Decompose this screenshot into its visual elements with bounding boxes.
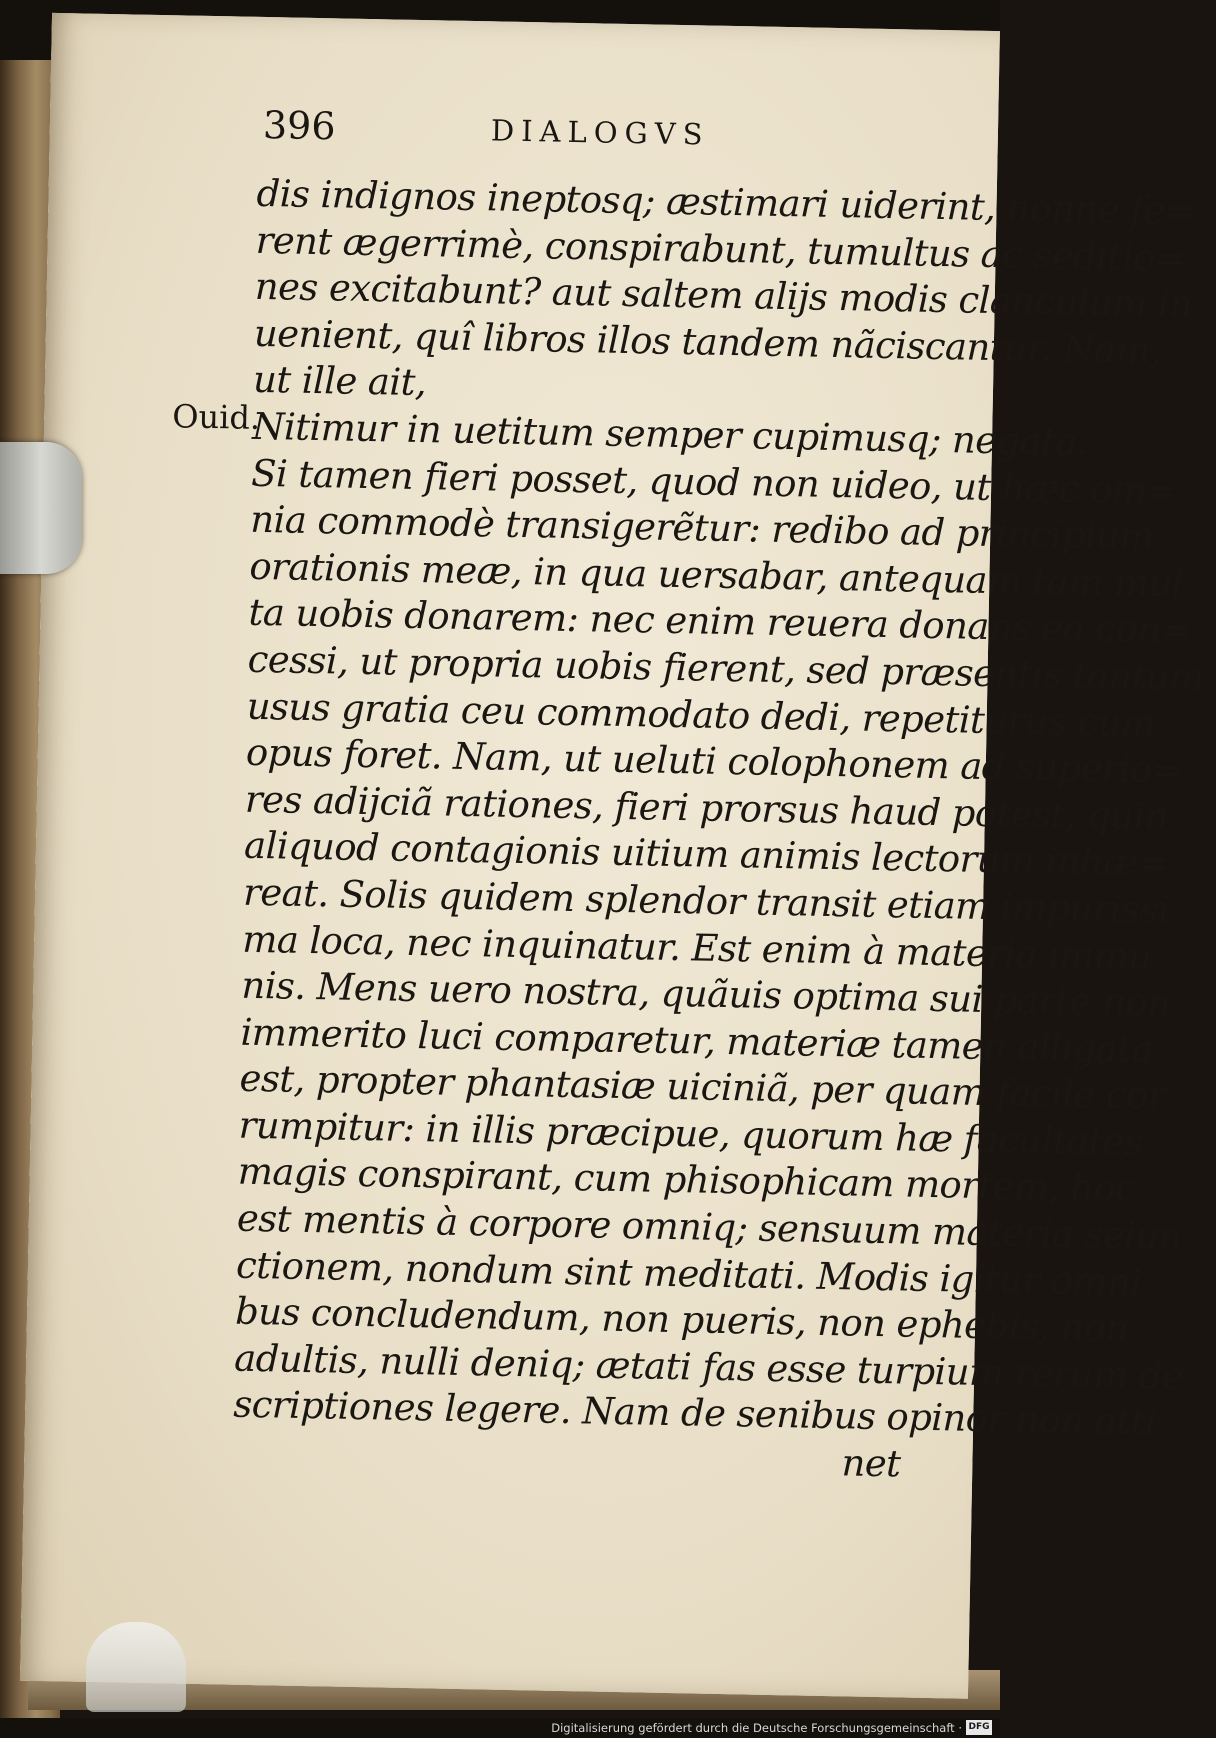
text-line: uenient, quî libros illos tandem nãciscantur. Nam, (253, 311, 1162, 373)
text-line: nis. Mens uero nostra, quãuis optima sui parte non (241, 963, 1171, 1025)
text-line: Nitimur in uetitum semper cupimusq; negata. (251, 404, 1089, 464)
text-line: est, propter phantasiæ uiciniã, per quam facile cor (239, 1056, 1166, 1118)
catchword: net (841, 1441, 901, 1486)
text-line: immerito luci comparetur, materiæ tamen alligata (240, 1010, 1154, 1071)
text-line: rumpitur: in illis præcipue, quorum hæ facultates (238, 1103, 1143, 1164)
digitization-footer (0, 1718, 1000, 1738)
text-line: nes excitabunt? aut saltem alijs modis clanculum in (254, 265, 1193, 327)
running-head: DIALOGVS (490, 113, 710, 152)
text-line: res adijciã rationes, fieri prorsus haud potest, quin (244, 777, 1169, 839)
text-line: rent ægerrimè, conspirabunt, tumultus ac seditio= (255, 218, 1186, 280)
text-line: magis conspirant, cum phisophicam mortem, hoc (237, 1150, 1137, 1211)
text-line: ta uobis donarem: nec enim reuera donans ea con= (248, 591, 1192, 653)
text-line: ut ille ait, (252, 358, 427, 405)
text-line: ma loca, nec inquinatur. Est enim à materia immu (241, 917, 1153, 978)
text-line: Si tamen fieri posset, quod non uideo, ut hæc om= (250, 451, 1178, 513)
footer-credit: Digitalisierung gefördert durch die Deutsche Forschungsgemeinschaft · (551, 1721, 962, 1735)
text-line: nia commodè transigerẽtur: redibo ad principium (249, 497, 1155, 559)
text-line: opus foret. Nam, ut ueluti colophonem ad superio= (245, 730, 1183, 792)
book-page (20, 13, 1205, 1699)
page-clip-bottom (86, 1622, 186, 1712)
body-text (232, 102, 1205, 1488)
margin-note-ouid: Ouid. (172, 397, 261, 437)
text-lines (232, 171, 1205, 1444)
text-line: dis indignos ineptosq; æstimari uiderint, nonne fe= (256, 171, 1196, 233)
text-line: cessi, ut propria uobis fierent, sed præsentis tantum (247, 637, 1205, 700)
text-line: est mentis à corpore omniq; sensuum materia seiun (236, 1196, 1183, 1258)
text-line: adultis, nulli deniq; ætati fas esse turpium rerum de (233, 1336, 1184, 1398)
text-line: aliquod contagionis uitium animis lectorum inhæ= (243, 824, 1169, 885)
dfg-logo-icon: DFG (966, 1720, 992, 1735)
text-line: ctionem, nondum sint meditati. Modis igitur omni (235, 1243, 1142, 1304)
text-line: scriptiones legere. Nam de senibus opinor non atti (232, 1383, 1157, 1444)
text-line: orationis meæ, in qua uersabar, antequam tam mul (249, 544, 1184, 606)
text-line: bus concludendum, non pueris, non ephebis, non (234, 1289, 1129, 1351)
page-number: 396 (262, 102, 336, 149)
page-clip-top (0, 442, 82, 574)
text-line: reat. Solis quidem splendor transit etiam impurissi (242, 870, 1170, 932)
text-line: usus gratia ceu commodato dedi, repetiturus cum (246, 684, 1156, 745)
